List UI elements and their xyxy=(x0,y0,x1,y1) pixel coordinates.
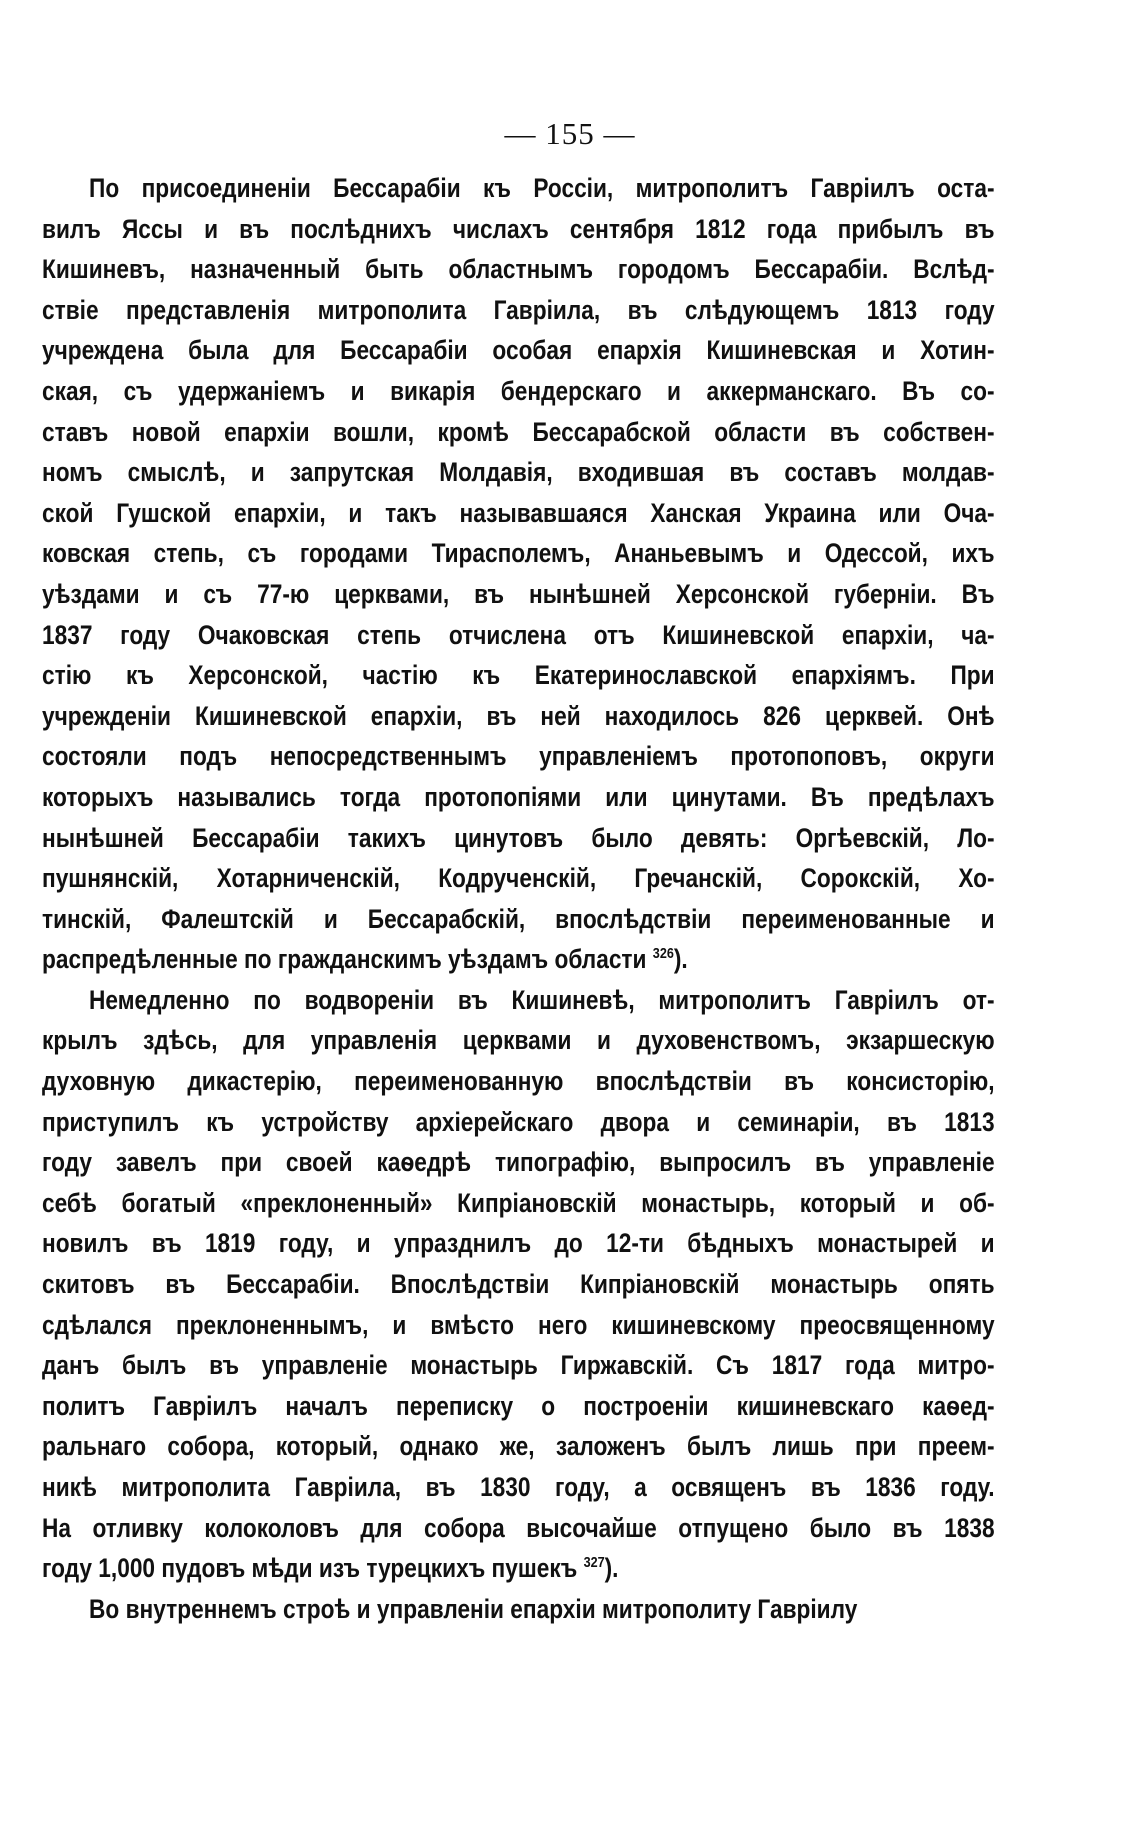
text-line: пушнянскій, Хотарниченскій, Кодрученскій, Гречанскій, Сорокскій, Хо- xyxy=(42,863,995,894)
text-line: ской Гушской епархіи, и такъ называвшаяся Ханская Украина или Оча- xyxy=(42,497,995,528)
footnote-closing: ). xyxy=(604,1553,619,1584)
text-line: номъ смыслѣ, и запрутская Молдавія, входившая въ составъ молдав- xyxy=(42,457,995,488)
text-line: крылъ здѣсь, для управленія церквами и духовенствомъ, экзаршескую xyxy=(42,1025,995,1056)
text-line: политъ Гавріилъ началъ переписку о построеніи кишиневскаго каѳед- xyxy=(42,1390,995,1421)
footnote-closing: ). xyxy=(673,944,688,975)
text-line: ральнаго собора, который, однако же, заложенъ былъ лишь при преем- xyxy=(42,1431,995,1462)
text-line-content: распредѣленные по гражданскимъ уѣздамъ области xyxy=(42,944,647,975)
text-line: скитовъ въ Бессарабіи. Впослѣдствіи Кипріановскій монастырь опять xyxy=(42,1269,995,1300)
text-line-content: году 1,000 пудовъ мѣди изъ турецкихъ пушекъ xyxy=(42,1553,578,1584)
text-line: На отливку колоколовъ для собора высочайше отпущено было въ 1838 xyxy=(42,1512,995,1543)
text-line: уѣздами и съ 77-ю церквами, въ нынѣшней Херсонской губерніи. Въ xyxy=(42,578,995,609)
text-line: данъ былъ въ управленіе монастырь Гиржавскій. Съ 1817 года митро- xyxy=(42,1350,995,1381)
text-line: нынѣшней Бессарабіи такихъ цинутовъ было девять: Оргѣевскій, Ло- xyxy=(42,822,995,853)
text-line: учреждена была для Бессарабіи особая епархія Кишиневская и Хотин- xyxy=(42,335,995,366)
text-line: себѣ богатый «преклоненный» Кипріановскій монастырь, который и об- xyxy=(42,1187,995,1218)
text-line xyxy=(42,1548,995,1589)
page-number: — 155 — xyxy=(504,116,636,151)
text-line xyxy=(42,939,995,980)
text-line: 1837 году Очаковская степь отчислена отъ Кишиневской епархіи, ча- xyxy=(42,619,995,650)
text-line: новилъ въ 1819 году, и упразднилъ до 12-ти бѣдныхъ монастырей и xyxy=(42,1228,995,1259)
text-line: Немедленно по водвореніи въ Кишиневѣ, митрополитъ Гавріилъ от- xyxy=(89,984,995,1015)
text-line: ставъ новой епархіи вошли, кромѣ Бессарабской области въ собствен- xyxy=(42,416,995,447)
text-line: По присоединеніи Бессарабіи къ Россіи, митрополитъ Гавріилъ оста- xyxy=(89,173,995,203)
text-line: которыхъ назывались тогда протопопіями или цинутами. Въ предѣлахъ xyxy=(42,781,995,812)
footnote-marker: 327 xyxy=(583,1554,605,1572)
text-line: состояли подъ непосредственнымъ управленіемъ протопоповъ, округи xyxy=(42,741,995,772)
text-line: ковская степь, съ городами Тирасполемъ, Ананьевымъ и Одессой, ихъ xyxy=(42,538,995,569)
text-line: тинскій, Фалештскій и Бессарабскій, впослѣдствіи переименованные и xyxy=(42,903,995,934)
text-line: сдѣлался преклоненнымъ, и вмѣсто него кишиневскому преосвященному xyxy=(42,1309,995,1340)
body-text xyxy=(42,168,995,1629)
text-line: духовную дикастерію, переименованную впослѣдствіи въ консисторію, xyxy=(42,1066,995,1097)
text-line: вилъ Яссы и въ послѣднихъ числахъ сентября 1812 года прибылъ въ xyxy=(42,213,995,244)
text-line: Во внутреннемъ строѣ и управленіи епархіи митрополиту Гавріилу xyxy=(89,1593,858,1624)
text-line: Кишиневъ, назначенный быть областнымъ городомъ Бессарабіи. Вслѣд- xyxy=(42,254,995,285)
text-line: стію къ Херсонской, частію къ Екатеринославской епархіямъ. При xyxy=(42,660,995,691)
text-line: приступилъ къ устройству архіерейскаго двора и семинаріи, въ 1813 xyxy=(42,1106,995,1137)
text-line: ская, съ удержаніемъ и викарія бендерскаго и аккерманскаго. Въ со- xyxy=(42,375,995,406)
text-line: году завелъ при своей каѳедрѣ типографію, выпросилъ въ управленіе xyxy=(42,1147,995,1178)
text-line: ствіе представленія митрополита Гавріила, въ слѣдующемъ 1813 году xyxy=(42,294,995,325)
footnote-marker: 326 xyxy=(652,945,674,963)
text-line: никѣ митрополита Гавріила, въ 1830 году, а освященъ въ 1836 году. xyxy=(42,1472,995,1502)
text-line: учрежденіи Кишиневской епархіи, въ ней находилось 826 церквей. Онѣ xyxy=(42,700,995,731)
